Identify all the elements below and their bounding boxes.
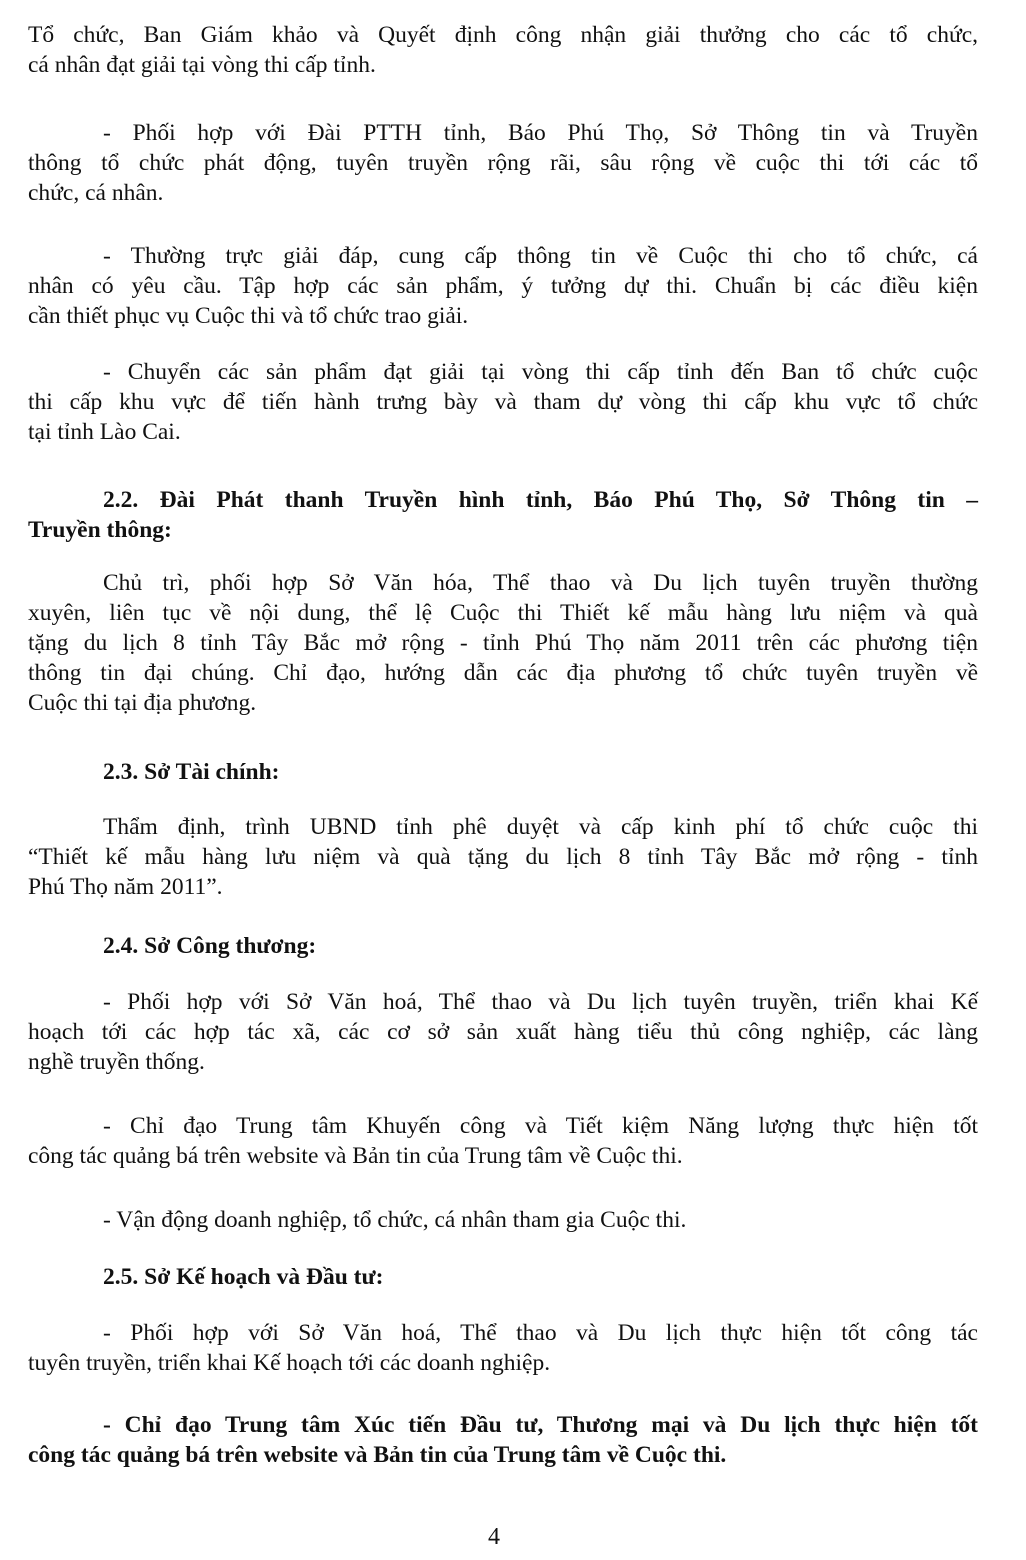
text-line: công tác quảng bá trên website và Bản tin của Trung tâm về Cuộc thi. — [28, 1143, 683, 1169]
heading-line: Truyền thông: — [28, 517, 172, 543]
text-line: Tổ chức, Ban Giám khảo và Quyết định công nhận giải thưởng cho các tổ chức, — [28, 22, 978, 48]
section-heading-2-4 — [28, 931, 978, 961]
paragraph — [28, 1111, 978, 1171]
text-line: thông tin đại chúng. Chỉ đạo, hướng dẫn các địa phương tổ chức tuyên truyền về — [28, 660, 978, 686]
text-line: hoạch tới các hợp tác xã, các cơ sở sản xuất hàng tiểu thủ công nghiệp, các làng — [28, 1019, 978, 1045]
text-line: thông tổ chức phát động, tuyên truyền rộng rãi, sâu rộng về cuộc thi tới các tổ — [28, 150, 978, 176]
paragraph — [28, 357, 978, 447]
text-line: Chủ trì, phối hợp Sở Văn hóa, Thể thao và Du lịch tuyên truyền thường — [103, 570, 978, 596]
text-line: - Chuyển các sản phẩm đạt giải tại vòng thi cấp tỉnh đến Ban tổ chức cuộc — [103, 359, 978, 385]
heading-line: 2.4. Sở Công thương: — [103, 933, 317, 959]
text-line: tuyên truyền, triển khai Kế hoạch tới các doanh nghiệp. — [28, 1350, 551, 1376]
text-line: thi cấp khu vực để tiến hành trưng bày và tham dự vòng thi cấp khu vực tổ chức — [28, 389, 978, 415]
text-line: - Chỉ đạo Trung tâm Xúc tiến Đầu tư, Thương mại và Du lịch thực hiện tốt — [103, 1412, 978, 1438]
paragraph — [28, 118, 978, 208]
text-line: nhân có yêu cầu. Tập hợp các sản phẩm, ý tưởng dự thi. Chuẩn bị các điều kiện — [28, 273, 978, 299]
section-heading-2-3 — [28, 757, 978, 787]
section-heading-2-2 — [28, 485, 978, 545]
paragraph-bold — [28, 1410, 978, 1470]
text-line: tại tỉnh Lào Cai. — [28, 419, 181, 445]
text-line: cá nhân đạt giải tại vòng thi cấp tỉnh. — [28, 52, 376, 78]
text-line: cần thiết phục vụ Cuộc thi và tổ chức trao giải. — [28, 303, 469, 329]
paragraph — [28, 241, 978, 331]
text-line: xuyên, liên tục về nội dung, thể lệ Cuộc thi Thiết kế mẫu hàng lưu niệm và quà — [28, 600, 978, 626]
text-line: - Phối hợp với Đài PTTH tỉnh, Báo Phú Thọ, Sở Thông tin và Truyền — [103, 120, 978, 146]
paragraph — [28, 1318, 978, 1378]
text-line: - Phối hợp với Sở Văn hoá, Thể thao và Du lịch tuyên truyền, triển khai Kế — [103, 989, 978, 1015]
text-line: - Chỉ đạo Trung tâm Khuyến công và Tiết kiệm Năng lượng thực hiện tốt — [103, 1113, 978, 1139]
text-line: “Thiết kế mẫu hàng lưu niệm và quà tặng du lịch 8 tỉnh Tây Bắc mở rộng - tỉnh — [28, 844, 978, 870]
heading-line: 2.3. Sở Tài chính: — [103, 759, 280, 785]
text-line: chức, cá nhân. — [28, 180, 164, 206]
text-line: công tác quảng bá trên website và Bản tin của Trung tâm về Cuộc thi. — [28, 1442, 727, 1468]
text-line: - Thường trực giải đáp, cung cấp thông tin về Cuộc thi cho tổ chức, cá — [103, 243, 978, 269]
text-line: Phú Thọ năm 2011”. — [28, 874, 223, 900]
paragraph — [28, 812, 978, 902]
text-line: nghề truyền thống. — [28, 1049, 205, 1075]
text-line: Cuộc thi tại địa phương. — [28, 690, 257, 716]
page-number: 4 — [488, 1524, 500, 1550]
text-line: - Phối hợp với Sở Văn hoá, Thể thao và Du lịch thực hiện tốt công tác — [103, 1320, 978, 1346]
heading-line: 2.2. Đài Phát thanh Truyền hình tỉnh, Báo Phú Thọ, Sở Thông tin – — [103, 487, 978, 513]
heading-line: 2.5. Sở Kế hoạch và Đầu tư: — [103, 1264, 384, 1290]
paragraph-continuation — [28, 20, 978, 80]
paragraph — [28, 987, 978, 1077]
text-line: - Vận động doanh nghiệp, tổ chức, cá nhân tham gia Cuộc thi. — [103, 1207, 687, 1233]
text-line: Thẩm định, trình UBND tỉnh phê duyệt và cấp kinh phí tổ chức cuộc thi — [103, 814, 978, 840]
paragraph — [28, 568, 978, 718]
text-line: tặng du lịch 8 tỉnh Tây Bắc mở rộng - tỉnh Phú Thọ năm 2011 trên các phương tiện — [28, 630, 978, 656]
paragraph — [28, 1205, 978, 1235]
section-heading-2-5 — [28, 1262, 978, 1292]
